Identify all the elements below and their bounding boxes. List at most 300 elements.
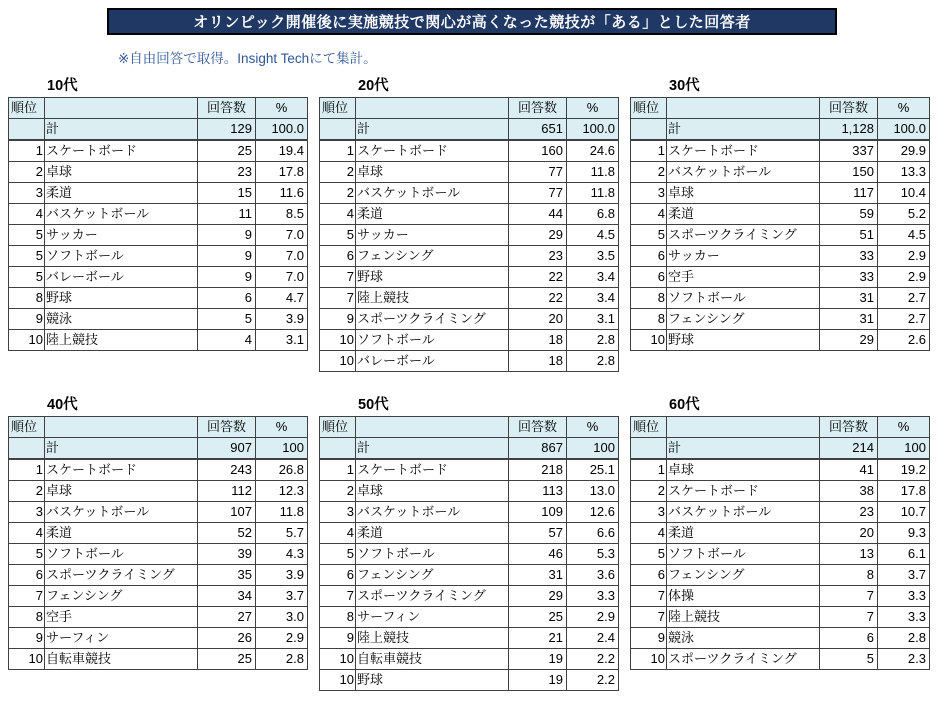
age-group-table-1 [8, 79, 308, 351]
pct-cell: 2.9 [878, 246, 930, 267]
rank-cell: 10 [9, 649, 45, 670]
count-cell: 9 [198, 267, 256, 288]
table-row [9, 523, 308, 544]
header-row [9, 98, 308, 119]
rank-cell: 3 [631, 502, 667, 523]
rank-cell: 3 [9, 502, 45, 523]
total-rank-cell [320, 438, 356, 460]
col-header-count: 回答数 [198, 98, 256, 119]
rank-cell: 10 [320, 351, 356, 372]
table-row [320, 670, 619, 691]
count-cell: 15 [198, 183, 256, 204]
ranking-table [319, 97, 619, 372]
pct-cell: 2.4 [567, 628, 619, 649]
rank-cell: 2 [631, 162, 667, 183]
table-row [9, 586, 308, 607]
table-row [320, 140, 619, 162]
rank-cell: 2 [320, 481, 356, 502]
sport-name-cell: フェンシング [667, 565, 820, 586]
rank-cell: 10 [9, 330, 45, 351]
sport-name-cell: バスケットボール [667, 502, 820, 523]
pct-cell: 7.0 [256, 246, 308, 267]
sport-name-cell: サッカー [45, 225, 198, 246]
pct-cell: 2.8 [567, 330, 619, 351]
col-header-rank: 順位 [9, 98, 45, 119]
pct-cell: 11.8 [567, 183, 619, 204]
pct-cell: 5.7 [256, 523, 308, 544]
sport-name-cell: スポーツクライミング [356, 309, 509, 330]
rank-cell: 10 [631, 649, 667, 670]
sport-name-cell: 陸上競技 [667, 607, 820, 628]
sport-name-cell: スケートボード [45, 140, 198, 162]
col-header-sport [667, 417, 820, 438]
pct-cell: 3.1 [567, 309, 619, 330]
table-row [9, 565, 308, 586]
table-row [631, 246, 930, 267]
sport-name-cell: ソフトボール [667, 288, 820, 309]
rank-cell: 7 [320, 267, 356, 288]
pct-cell: 2.9 [878, 267, 930, 288]
col-header-rank: 順位 [9, 417, 45, 438]
col-header-pct: % [256, 417, 308, 438]
count-cell: 218 [509, 459, 567, 481]
count-cell: 19 [509, 670, 567, 691]
header-row [320, 417, 619, 438]
pct-cell: 2.7 [878, 309, 930, 330]
sport-name-cell: スポーツクライミング [667, 649, 820, 670]
pct-cell: 3.9 [256, 565, 308, 586]
count-cell: 22 [509, 288, 567, 309]
table-title: 60代 [669, 397, 700, 413]
total-row [9, 119, 308, 141]
col-header-sport [356, 417, 509, 438]
rank-cell: 5 [320, 544, 356, 565]
table-row [9, 502, 308, 523]
table-row [320, 246, 619, 267]
sport-name-cell: 陸上競技 [356, 288, 509, 309]
total-count-cell: 214 [820, 438, 878, 460]
page-title: オリンピック開催後に実施競技で関心が高くなった競技が「ある」とした回答者 [193, 14, 751, 31]
rank-cell: 8 [631, 288, 667, 309]
sport-name-cell: スポーツクライミング [667, 225, 820, 246]
table-row [320, 351, 619, 372]
pct-cell: 2.8 [256, 649, 308, 670]
pct-cell: 2.7 [878, 288, 930, 309]
rank-cell: 7 [320, 586, 356, 607]
sport-name-cell: 柔道 [356, 523, 509, 544]
table-row [631, 162, 930, 183]
table-row [631, 607, 930, 628]
rank-cell: 1 [9, 459, 45, 481]
header-row [320, 98, 619, 119]
sport-name-cell: 空手 [45, 607, 198, 628]
sport-name-cell: 卓球 [45, 481, 198, 502]
table-row [9, 309, 308, 330]
sport-name-cell: 柔道 [356, 204, 509, 225]
count-cell: 51 [820, 225, 878, 246]
sport-name-cell: 柔道 [667, 523, 820, 544]
count-cell: 13 [820, 544, 878, 565]
rank-cell: 2 [9, 162, 45, 183]
rank-cell: 6 [631, 267, 667, 288]
count-cell: 4 [198, 330, 256, 351]
rank-cell: 7 [631, 607, 667, 628]
table-row [9, 183, 308, 204]
rank-cell: 9 [631, 628, 667, 649]
table-row [320, 628, 619, 649]
pct-cell: 3.7 [256, 586, 308, 607]
survey-source-note: ※自由回答で取得。Insight Techにて集計。 [118, 51, 377, 66]
count-cell: 39 [198, 544, 256, 565]
count-cell: 23 [820, 502, 878, 523]
table-row [9, 544, 308, 565]
rank-cell: 8 [9, 288, 45, 309]
sport-name-cell: 卓球 [667, 183, 820, 204]
pct-cell: 2.9 [567, 607, 619, 628]
table-row [9, 140, 308, 162]
table-row [320, 586, 619, 607]
pct-cell: 7.0 [256, 267, 308, 288]
table-row [9, 459, 308, 481]
rank-cell: 4 [631, 523, 667, 544]
total-count-cell: 1,128 [820, 119, 878, 141]
table-row [320, 183, 619, 204]
col-header-rank: 順位 [320, 98, 356, 119]
age-group-table-4 [8, 398, 308, 670]
header-row [631, 417, 930, 438]
table-row [9, 225, 308, 246]
sport-name-cell: 競泳 [667, 628, 820, 649]
rank-cell: 4 [9, 204, 45, 225]
rank-cell: 10 [320, 330, 356, 351]
table-row [320, 225, 619, 246]
sport-name-cell: スポーツクライミング [356, 586, 509, 607]
count-cell: 26 [198, 628, 256, 649]
pct-cell: 2.2 [567, 670, 619, 691]
pct-cell: 6.1 [878, 544, 930, 565]
sport-name-cell: サーフィン [45, 628, 198, 649]
rank-cell: 9 [320, 628, 356, 649]
total-count-cell: 907 [198, 438, 256, 460]
sport-name-cell: 柔道 [45, 183, 198, 204]
rank-cell: 6 [320, 246, 356, 267]
rank-cell: 9 [9, 628, 45, 649]
sport-name-cell: スケートボード [667, 140, 820, 162]
count-cell: 112 [198, 481, 256, 502]
count-cell: 11 [198, 204, 256, 225]
col-header-pct: % [567, 98, 619, 119]
sport-name-cell: フェンシング [356, 565, 509, 586]
table-title: 20代 [358, 78, 389, 94]
table-row [9, 162, 308, 183]
pct-cell: 25.1 [567, 459, 619, 481]
col-header-count: 回答数 [198, 417, 256, 438]
pct-cell: 3.4 [567, 288, 619, 309]
pct-cell: 5.2 [878, 204, 930, 225]
count-cell: 31 [820, 309, 878, 330]
sport-name-cell: 卓球 [667, 459, 820, 481]
rank-cell: 1 [631, 140, 667, 162]
count-cell: 25 [198, 140, 256, 162]
total-pct-cell: 100.0 [256, 119, 308, 141]
rank-cell: 8 [320, 607, 356, 628]
table-row [631, 225, 930, 246]
pct-cell: 12.6 [567, 502, 619, 523]
table-row [320, 523, 619, 544]
table-row [631, 502, 930, 523]
total-rank-cell [631, 119, 667, 141]
table-title: 40代 [47, 397, 78, 413]
table-row [631, 183, 930, 204]
count-cell: 25 [198, 649, 256, 670]
col-header-count: 回答数 [509, 417, 567, 438]
sport-name-cell: ソフトボール [667, 544, 820, 565]
count-cell: 7 [820, 586, 878, 607]
count-cell: 27 [198, 607, 256, 628]
col-header-sport [356, 98, 509, 119]
total-pct-cell: 100 [878, 438, 930, 460]
pct-cell: 3.3 [878, 607, 930, 628]
count-cell: 243 [198, 459, 256, 481]
pct-cell: 13.3 [878, 162, 930, 183]
pct-cell: 8.5 [256, 204, 308, 225]
count-cell: 7 [820, 607, 878, 628]
sport-name-cell: ソフトボール [45, 246, 198, 267]
sport-name-cell: 体操 [667, 586, 820, 607]
age-group-table-5 [319, 398, 619, 691]
table-row [320, 204, 619, 225]
total-pct-cell: 100 [256, 438, 308, 460]
sport-name-cell: 柔道 [667, 204, 820, 225]
rank-cell: 6 [320, 565, 356, 586]
table-row [9, 204, 308, 225]
pct-cell: 29.9 [878, 140, 930, 162]
pct-cell: 3.6 [567, 565, 619, 586]
table-row [9, 649, 308, 670]
pct-cell: 19.2 [878, 459, 930, 481]
sport-name-cell: 競泳 [45, 309, 198, 330]
pct-cell: 4.7 [256, 288, 308, 309]
table-row [9, 288, 308, 309]
total-count-cell: 867 [509, 438, 567, 460]
table-row [631, 523, 930, 544]
rank-cell: 3 [320, 502, 356, 523]
count-cell: 9 [198, 246, 256, 267]
table-row [320, 459, 619, 481]
rank-cell: 4 [320, 523, 356, 544]
sport-name-cell: 柔道 [45, 523, 198, 544]
col-header-count: 回答数 [820, 98, 878, 119]
pct-cell: 2.2 [567, 649, 619, 670]
sport-name-cell: 卓球 [45, 162, 198, 183]
count-cell: 38 [820, 481, 878, 502]
age-group-table-6 [630, 398, 930, 670]
col-header-count: 回答数 [820, 417, 878, 438]
sport-name-cell: 野球 [45, 288, 198, 309]
total-count-cell: 129 [198, 119, 256, 141]
pct-cell: 7.0 [256, 225, 308, 246]
header-row [9, 417, 308, 438]
rank-cell: 2 [9, 481, 45, 502]
sport-name-cell: 空手 [667, 267, 820, 288]
col-header-sport [667, 98, 820, 119]
table-row [631, 267, 930, 288]
pct-cell: 10.4 [878, 183, 930, 204]
rank-cell: 3 [9, 183, 45, 204]
total-rank-cell [631, 438, 667, 460]
table-row [631, 288, 930, 309]
sport-name-cell: スケートボード [356, 140, 509, 162]
table-row [9, 246, 308, 267]
total-label-cell: 計 [667, 119, 820, 141]
age-group-table-2 [319, 79, 619, 372]
pct-cell: 26.8 [256, 459, 308, 481]
table-row [320, 267, 619, 288]
sport-name-cell: ソフトボール [45, 544, 198, 565]
count-cell: 33 [820, 246, 878, 267]
count-cell: 337 [820, 140, 878, 162]
col-header-rank: 順位 [631, 98, 667, 119]
pct-cell: 3.9 [256, 309, 308, 330]
table-title: 30代 [669, 78, 700, 94]
count-cell: 19 [509, 649, 567, 670]
table-row [631, 649, 930, 670]
pct-cell: 3.1 [256, 330, 308, 351]
table-row [9, 330, 308, 351]
count-cell: 160 [509, 140, 567, 162]
table-row [320, 162, 619, 183]
rank-cell: 9 [9, 309, 45, 330]
table-row [631, 330, 930, 351]
table-row [320, 565, 619, 586]
count-cell: 57 [509, 523, 567, 544]
count-cell: 20 [820, 523, 878, 544]
pct-cell: 4.5 [878, 225, 930, 246]
pct-cell: 2.9 [256, 628, 308, 649]
count-cell: 35 [198, 565, 256, 586]
table-title: 50代 [358, 397, 389, 413]
table-title: 10代 [47, 78, 78, 94]
pct-cell: 2.6 [878, 330, 930, 351]
count-cell: 77 [509, 162, 567, 183]
col-header-rank: 順位 [320, 417, 356, 438]
sport-name-cell: ソフトボール [356, 544, 509, 565]
total-row [631, 438, 930, 460]
rank-cell: 1 [320, 459, 356, 481]
sport-name-cell: スケートボード [45, 459, 198, 481]
count-cell: 6 [198, 288, 256, 309]
pct-cell: 17.8 [256, 162, 308, 183]
rank-cell: 4 [320, 204, 356, 225]
count-cell: 25 [509, 607, 567, 628]
ranking-table [8, 416, 308, 670]
sport-name-cell: スケートボード [356, 459, 509, 481]
sport-name-cell: サッカー [667, 246, 820, 267]
rank-cell: 6 [631, 246, 667, 267]
sport-name-cell: 自転車競技 [45, 649, 198, 670]
sport-name-cell: 陸上競技 [356, 628, 509, 649]
total-label-cell: 計 [667, 438, 820, 460]
table-row [320, 502, 619, 523]
rank-cell: 1 [631, 459, 667, 481]
pct-cell: 17.8 [878, 481, 930, 502]
count-cell: 18 [509, 330, 567, 351]
table-row [320, 607, 619, 628]
pct-cell: 13.0 [567, 481, 619, 502]
report-title-banner [107, 8, 837, 35]
count-cell: 33 [820, 267, 878, 288]
total-rank-cell [9, 438, 45, 460]
rank-cell: 6 [631, 565, 667, 586]
total-label-cell: 計 [45, 438, 198, 460]
count-cell: 5 [198, 309, 256, 330]
count-cell: 29 [509, 586, 567, 607]
count-cell: 20 [509, 309, 567, 330]
count-cell: 44 [509, 204, 567, 225]
rank-cell: 5 [9, 267, 45, 288]
count-cell: 46 [509, 544, 567, 565]
rank-cell: 4 [631, 204, 667, 225]
table-row [631, 204, 930, 225]
total-rank-cell [320, 119, 356, 141]
ranking-table [630, 97, 930, 351]
table-row [631, 544, 930, 565]
rank-cell: 6 [9, 565, 45, 586]
pct-cell: 9.3 [878, 523, 930, 544]
age-group-table-3 [630, 79, 930, 351]
count-cell: 41 [820, 459, 878, 481]
sport-name-cell: ソフトボール [356, 330, 509, 351]
sport-name-cell: バスケットボール [45, 502, 198, 523]
table-row [9, 267, 308, 288]
count-cell: 8 [820, 565, 878, 586]
count-cell: 23 [509, 246, 567, 267]
count-cell: 117 [820, 183, 878, 204]
rank-cell: 3 [631, 183, 667, 204]
count-cell: 59 [820, 204, 878, 225]
sport-name-cell: バレーボール [45, 267, 198, 288]
total-row [631, 119, 930, 141]
count-cell: 29 [820, 330, 878, 351]
count-cell: 150 [820, 162, 878, 183]
pct-cell: 6.6 [567, 523, 619, 544]
pct-cell: 3.0 [256, 607, 308, 628]
count-cell: 77 [509, 183, 567, 204]
sport-name-cell: バレーボール [356, 351, 509, 372]
pct-cell: 3.3 [878, 586, 930, 607]
pct-cell: 3.7 [878, 565, 930, 586]
count-cell: 6 [820, 628, 878, 649]
col-header-pct: % [567, 417, 619, 438]
pct-cell: 3.4 [567, 267, 619, 288]
col-header-pct: % [878, 98, 930, 119]
table-row [9, 481, 308, 502]
sport-name-cell: 卓球 [356, 481, 509, 502]
total-count-cell: 651 [509, 119, 567, 141]
rank-cell: 8 [9, 607, 45, 628]
count-cell: 107 [198, 502, 256, 523]
total-row [9, 438, 308, 460]
table-row [320, 481, 619, 502]
total-label-cell: 計 [356, 119, 509, 141]
rank-cell: 7 [320, 288, 356, 309]
table-row [631, 459, 930, 481]
col-header-count: 回答数 [509, 98, 567, 119]
table-row [320, 544, 619, 565]
col-header-rank: 順位 [631, 417, 667, 438]
pct-cell: 10.7 [878, 502, 930, 523]
total-row [320, 438, 619, 460]
